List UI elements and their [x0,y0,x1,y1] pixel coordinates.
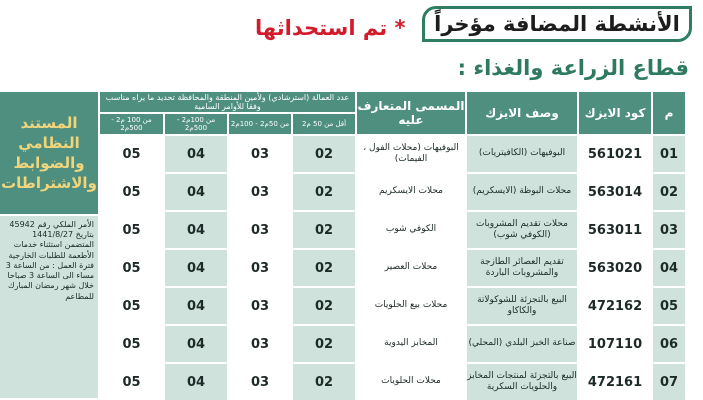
workers-band-1 [293,250,355,286]
row-number-text: 03 [659,222,679,238]
isic-description [467,288,577,324]
workers-band-4-text: 05 [122,260,141,276]
common-name-text: محلات بيع الحلويات [374,300,448,311]
row-number-text: 06 [659,336,679,352]
workers-band-1 [293,364,355,400]
workers-band-1-text: 02 [314,260,334,276]
isic-code [579,326,651,362]
workers-band-1-text: 02 [314,222,334,238]
workers-band-2 [229,326,291,362]
header-desc: وصف الايزك [467,92,577,134]
common-name-text: البوفيهات (محلات الفول ، الفيمات) [363,142,459,164]
isic-description-text: محلات البوظة (الايسكريم) [472,186,572,197]
row-number [653,250,685,286]
header-code: كود الايزك [579,92,651,134]
workers-band-1-text: 02 [314,298,334,314]
workers-band-3-text: 04 [186,146,206,162]
workers-band-1 [293,326,355,362]
page-title: الأنشطة المضافة مؤخراً [434,12,680,36]
workers-band-4 [100,136,163,172]
common-name [357,288,465,324]
common-name-text: الكوفي شوب [385,224,437,235]
common-name [357,174,465,210]
common-name-text: محلات الحلويات [381,376,441,387]
workers-band-4 [100,326,163,362]
workers-band-1 [293,212,355,248]
isic-description-text: البيع بالتجزئة للشوكولاتة والكاكاو [477,294,567,316]
workers-band-3-text: 04 [186,184,206,200]
workers-band-2-text: 03 [250,298,270,314]
workers-band-2-text: 03 [250,374,270,390]
row-number-text: 04 [659,260,679,276]
row-number-text: 05 [659,298,679,314]
page-subtitle: * تم استحداثها [255,16,406,40]
common-name [357,212,465,248]
isic-code-text: 563014 [587,184,643,200]
isic-description-text: البوفيهات (الكافيتريات) [478,148,566,159]
workers-band-3 [165,136,227,172]
workers-band-1-text: 02 [314,146,334,162]
workers-band-4 [100,250,163,286]
isic-code-text: 561021 [587,146,643,162]
workers-band-4 [100,174,163,210]
header-band-1: أقل من 50 م2 [293,114,355,134]
row-number [653,364,685,400]
isic-code-text: 107110 [587,336,643,352]
workers-band-2 [229,136,291,172]
header-band-4: من 100 م2 - 500م2 [100,114,163,134]
workers-band-1-text: 02 [314,336,334,352]
common-name [357,326,465,362]
header-m: م [653,92,685,134]
workers-band-4-text: 05 [122,184,141,200]
workers-band-4-text: 05 [122,336,141,352]
workers-band-4-text: 05 [122,146,141,162]
isic-code [579,212,651,248]
workers-band-1-text: 02 [314,184,334,200]
workers-band-3 [165,364,227,400]
workers-band-3-text: 04 [186,222,206,238]
workers-band-2-text: 03 [250,260,270,276]
row-number [653,174,685,210]
isic-description-text: محلات تقديم المشروبات (الكوفي شوب) [476,218,568,240]
workers-band-2-text: 03 [250,336,270,352]
header-workers-group: عدد العمالة (استرشادي) ولأمين المنطقة والمحافظة تحديد ما يراه مناسب وفقا للأوامر السامية [100,92,355,112]
workers-band-3 [165,326,227,362]
isic-code [579,250,651,286]
isic-description-text: صناعة الخبز البلدي (المحلي) [468,338,576,349]
isic-description-text: البيع بالتجزئة لمنتجات المخابز والحلويات السكرية [467,370,577,392]
workers-band-1-text: 02 [314,374,334,390]
workers-band-4 [100,212,163,248]
isic-description [467,364,577,400]
workers-band-3 [165,174,227,210]
row-number [653,212,685,248]
workers-band-2 [229,288,291,324]
row-number [653,288,685,324]
common-name [357,250,465,286]
row-number-text: 01 [659,146,679,162]
isic-code-text: 563011 [587,222,643,238]
workers-band-2 [229,364,291,400]
workers-band-4-text: 05 [122,298,141,314]
header-band-3: من 100م2 - 500م2 [165,114,227,134]
workers-band-2 [229,250,291,286]
workers-band-4-text: 05 [122,222,141,238]
workers-band-2 [229,212,291,248]
isic-code-text: 563020 [587,260,643,276]
workers-band-4-text: 05 [122,374,141,390]
workers-band-2-text: 03 [250,222,270,238]
workers-band-1 [293,288,355,324]
isic-description-text: تقديم العصائر الطازجة والمشروبات الباردة [480,256,564,278]
workers-band-3 [165,288,227,324]
isic-code [579,364,651,400]
legal-note: الأمر الملكي رقم 45942 بتاريخ 1441/8/27 المتضمن استثناء خدمات الأطعمة للطلبات الخارجية فترة العمل : من الساعة 3 مساء الى الساعة 3 صباحا خلال شهر رمضان المبارك للمطاعم [0,216,98,398]
row-number [653,136,685,172]
workers-band-4 [100,364,163,400]
workers-band-1 [293,136,355,172]
isic-code [579,174,651,210]
common-name [357,136,465,172]
isic-description [467,174,577,210]
isic-description [467,136,577,172]
legal-header: المستند النظامي والضوابط والاشتراطات [0,92,98,214]
isic-code [579,288,651,324]
row-number-text: 07 [659,374,679,390]
row-number [653,326,685,362]
workers-band-3-text: 04 [186,260,206,276]
workers-band-2-text: 03 [250,184,270,200]
isic-description [467,326,577,362]
common-name [357,364,465,400]
workers-band-3-text: 04 [186,298,206,314]
workers-band-3-text: 04 [186,374,206,390]
common-name-text: محلات العصير [384,262,438,273]
workers-band-3 [165,212,227,248]
isic-code-text: 472161 [587,374,643,390]
common-name-text: محلات الايسكريم [379,186,443,197]
workers-band-1 [293,174,355,210]
activities-table [0,92,703,398]
workers-band-3-text: 04 [186,336,206,352]
title-box [422,6,692,42]
workers-band-4 [100,288,163,324]
workers-band-3 [165,250,227,286]
workers-band-2-text: 03 [250,146,270,162]
isic-description [467,212,577,248]
header-band-2: من 50م2 - 100م2 [229,114,291,134]
row-number-text: 02 [659,184,679,200]
workers-band-2 [229,174,291,210]
header-name: المسمى المتعارف عليه [357,92,465,134]
isic-description [467,250,577,286]
sector-heading: قطاع الزراعة والغذاء : [457,56,689,80]
isic-code-text: 472162 [587,298,643,314]
isic-code [579,136,651,172]
common-name-text: المخابز اليدوية [384,338,438,349]
